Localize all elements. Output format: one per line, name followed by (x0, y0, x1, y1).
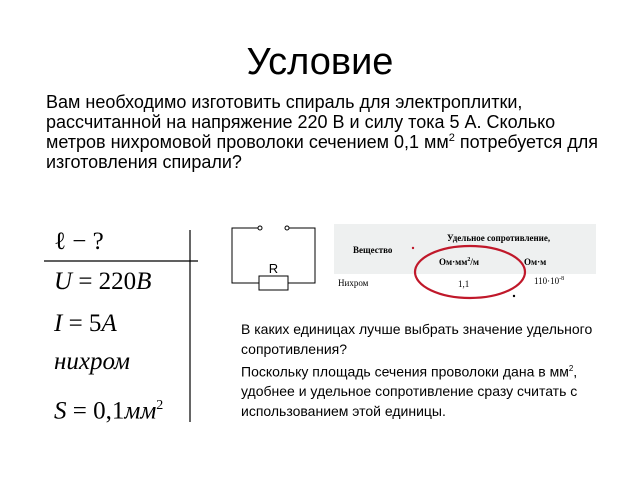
answer-question: В каких единицах лучше выбрать значение удельного сопротивления? (241, 321, 593, 357)
resistor (259, 276, 288, 290)
circuit-wire-left (232, 228, 259, 283)
header-unit-ohm-m: Ом·м (524, 257, 547, 267)
area-unit: мм (124, 397, 157, 425)
voltage-variable: U (54, 268, 73, 295)
problem-superscript: 2 (448, 132, 455, 144)
header-substance: Вещество (353, 245, 393, 255)
circuit-wire-right (288, 228, 315, 283)
voltage-value: = 220 (72, 268, 137, 295)
table-annotations (334, 224, 596, 304)
current-variable: I (54, 310, 63, 337)
current-value: = 5 (62, 310, 102, 337)
row-value-ohm-mm2: 1,1 (458, 279, 470, 289)
problem-tail: потребуется для изготовления спирали? (46, 132, 599, 172)
resistivity-table (334, 224, 596, 296)
header-unit-ohm-mm2-per-m: $Ом\cdot мм^2/м$ (439, 257, 480, 267)
slide-title: Условие (246, 41, 394, 83)
material-name: нихром (54, 348, 131, 375)
resistor-label: R (268, 261, 279, 276)
area-value: = 0,1 (66, 397, 125, 425)
problem-text: Вам необходимо изготовить спираль для электроплитки, рассчитанной на напряжение 220 В и силу тока 5 А. Сколько метров нихромовой проволоки сечением 0,1 мм (46, 92, 556, 152)
terminal-right (285, 226, 289, 230)
length-symbol: ℓ (54, 228, 66, 255)
row-value-ohm-m: $110\cdot 10^{-8}$ (534, 276, 565, 286)
answer-block (241, 320, 611, 421)
row-substance: Нихром (338, 278, 369, 288)
voltage-unit: B (136, 268, 152, 295)
highlight-ellipse (415, 246, 525, 298)
answer-explanation: Поскольку площадь сечения проволоки дана в $мм^2$, удобнее и удельное сопротивление сразу считать с использованием этой единицы. (241, 363, 578, 419)
marker-dot-2 (513, 295, 515, 297)
header-resistivity: Удельное сопротивление, (447, 233, 551, 243)
terminal-left (258, 226, 262, 230)
area-unit-superscript: 2 (156, 398, 164, 413)
area-variable: S (54, 397, 67, 425)
marker-dot-1 (412, 247, 414, 249)
length-unknown: − ? (65, 228, 104, 255)
current-unit: A (101, 310, 117, 337)
